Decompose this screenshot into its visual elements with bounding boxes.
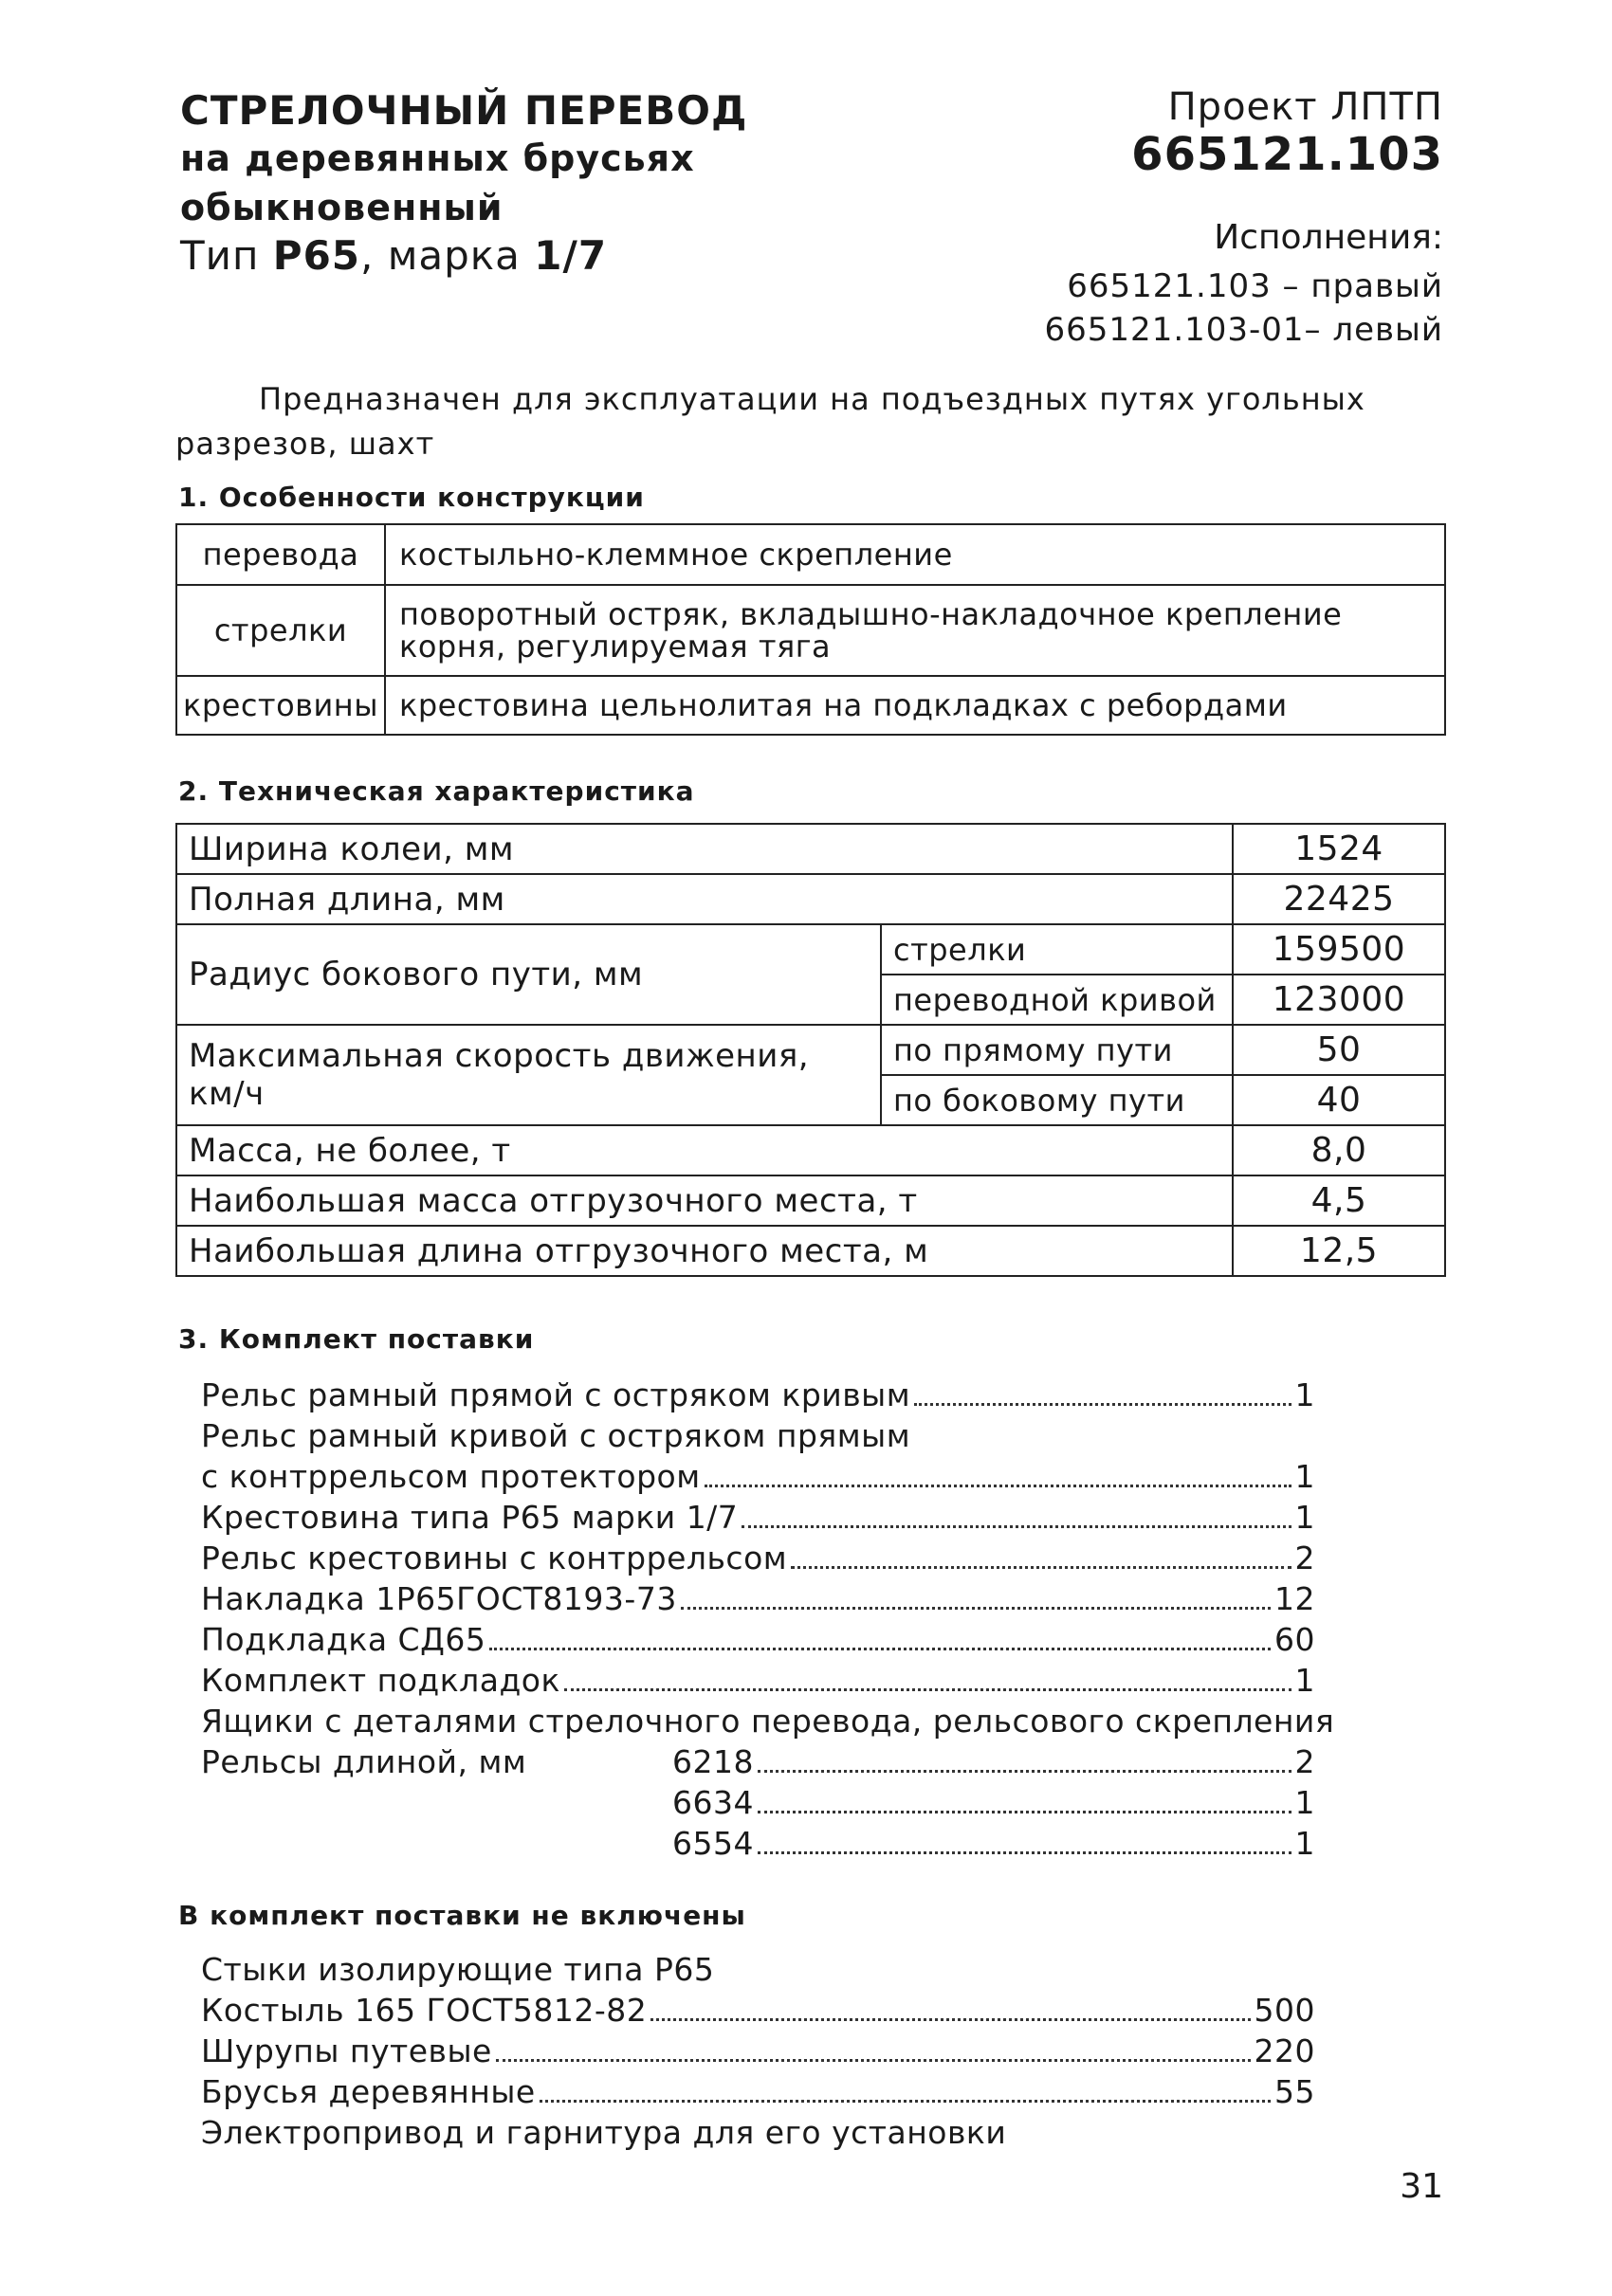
table-row	[176, 585, 1445, 676]
title-subline-2: обыкновенный	[180, 187, 504, 228]
technical-specs-table	[175, 823, 1446, 1277]
list-item: Брусья деревянные 55	[201, 2073, 1315, 2110]
spec-label: Наибольшая масса отгрузочного места, т	[176, 1175, 1233, 1226]
list-item: Рельс рамный прямой с остряком кривым 1	[201, 1376, 1315, 1413]
section-4-heading: В комплект поставки не включены	[178, 1900, 746, 1931]
table-row	[176, 1125, 1445, 1175]
list-item: Ящики с деталями стрелочного перевода, рельсового скрепления	[201, 1703, 1335, 1740]
delivery-set-list	[201, 1376, 1335, 1866]
list-item: Комплект подкладок 1	[201, 1662, 1315, 1699]
project-label: Проект ЛПТП	[1167, 85, 1443, 129]
design-features-table	[175, 523, 1446, 736]
spec-label: Максимальная скорость движения, км/ч	[176, 1025, 881, 1125]
section-2-heading: 2. Техническая характеристика	[178, 775, 695, 807]
versions-label: Исполнения:	[1214, 218, 1443, 257]
mark-prefix: , марка	[360, 232, 521, 279]
spec-sublabel: переводной кривой	[881, 975, 1233, 1025]
spec-label: Наибольшая длина отгрузочного места, м	[176, 1226, 1233, 1276]
purpose-line-1: Предназначен для эксплуатации на подъездных путях угольных	[259, 381, 1365, 417]
table-row	[176, 1175, 1445, 1226]
list-item: 6554 1	[672, 1825, 1315, 1862]
spec-sublabel: по прямому пути	[881, 1025, 1233, 1075]
spec-value: 22425	[1233, 874, 1445, 924]
project-number: 665121.103	[1131, 128, 1443, 181]
list-item: Электропривод и гарнитура для его установки	[201, 2114, 1007, 2151]
mark-value: 1/7	[534, 232, 608, 279]
version-right: 665121.103 – правый	[1067, 267, 1443, 305]
feature-value: костыльно-клеммное скрепление	[385, 524, 1445, 585]
table-row	[176, 874, 1445, 924]
feature-value: крестовина цельнолитая на подкладках с ребордами	[385, 676, 1445, 735]
spec-value: 123000	[1233, 975, 1445, 1025]
spec-value: 40	[1233, 1075, 1445, 1125]
feature-value: поворотный остряк, вкладышно-накладочное крепление корня, регулируемая тяга	[385, 585, 1445, 676]
type-and-mark	[180, 232, 607, 279]
table-row	[176, 1025, 1445, 1075]
list-item: Рельсы длиной, мм 6218 2	[201, 1743, 1315, 1780]
list-item: Стыки изолирующие типа Р65	[201, 1951, 715, 1988]
spec-value: 50	[1233, 1025, 1445, 1075]
list-item: Крестовина типа Р65 марки 1/7 1	[201, 1499, 1315, 1536]
table-row	[176, 1226, 1445, 1276]
feature-key: перевода	[176, 524, 385, 585]
feature-key: крестовины	[176, 676, 385, 735]
type-prefix: Тип	[180, 232, 260, 279]
purpose-line-2: разрезов, шахт	[175, 426, 435, 462]
spec-value: 1524	[1233, 824, 1445, 874]
feature-key: стрелки	[176, 585, 385, 676]
spec-label: Радиус бокового пути, мм	[176, 924, 881, 1025]
purpose-paragraph	[175, 377, 1446, 466]
spec-sublabel: стрелки	[881, 924, 1233, 975]
spec-label: Масса, не более, т	[176, 1125, 1233, 1175]
not-included-list	[201, 1951, 1315, 2155]
spec-value: 8,0	[1233, 1125, 1445, 1175]
section-1-heading: 1. Особенности конструкции	[178, 482, 645, 513]
document-title: СТРЕЛОЧНЫЙ ПЕРЕВОД	[180, 87, 748, 134]
list-item: Рельс рамный кривой с остряком прямым	[201, 1417, 911, 1454]
type-value: Р65	[272, 232, 361, 279]
table-row	[176, 924, 1445, 975]
spec-label: Полная длина, мм	[176, 874, 1233, 924]
list-item: Костыль 165 ГОСТ5812-82 500	[201, 1992, 1315, 2029]
table-row	[176, 524, 1445, 585]
list-item: 6634 1	[672, 1784, 1315, 1821]
list-item: Шурупы путевые 220	[201, 2032, 1315, 2069]
rails-label: Рельсы длиной, мм	[201, 1743, 527, 1780]
list-item: Рельс крестовины с контррельсом 2	[201, 1540, 1315, 1576]
spec-value: 159500	[1233, 924, 1445, 975]
table-row	[176, 824, 1445, 874]
title-subline: на деревянных брусьях	[180, 137, 695, 179]
list-item: Подкладка СД65 60	[201, 1621, 1315, 1658]
spec-value: 12,5	[1233, 1226, 1445, 1276]
spec-value: 4,5	[1233, 1175, 1445, 1226]
spec-label: Ширина колеи, мм	[176, 824, 1233, 874]
list-item: Накладка 1Р65ГОСТ8193-73 12	[201, 1580, 1315, 1617]
list-item: с контррельсом протектором 1	[201, 1458, 1315, 1495]
section-3-heading: 3. Комплект поставки	[178, 1323, 535, 1355]
version-left: 665121.103-01– левый	[1044, 311, 1443, 349]
table-row	[176, 676, 1445, 735]
page-number: 31	[1400, 2167, 1443, 2206]
spec-sublabel: по боковому пути	[881, 1075, 1233, 1125]
